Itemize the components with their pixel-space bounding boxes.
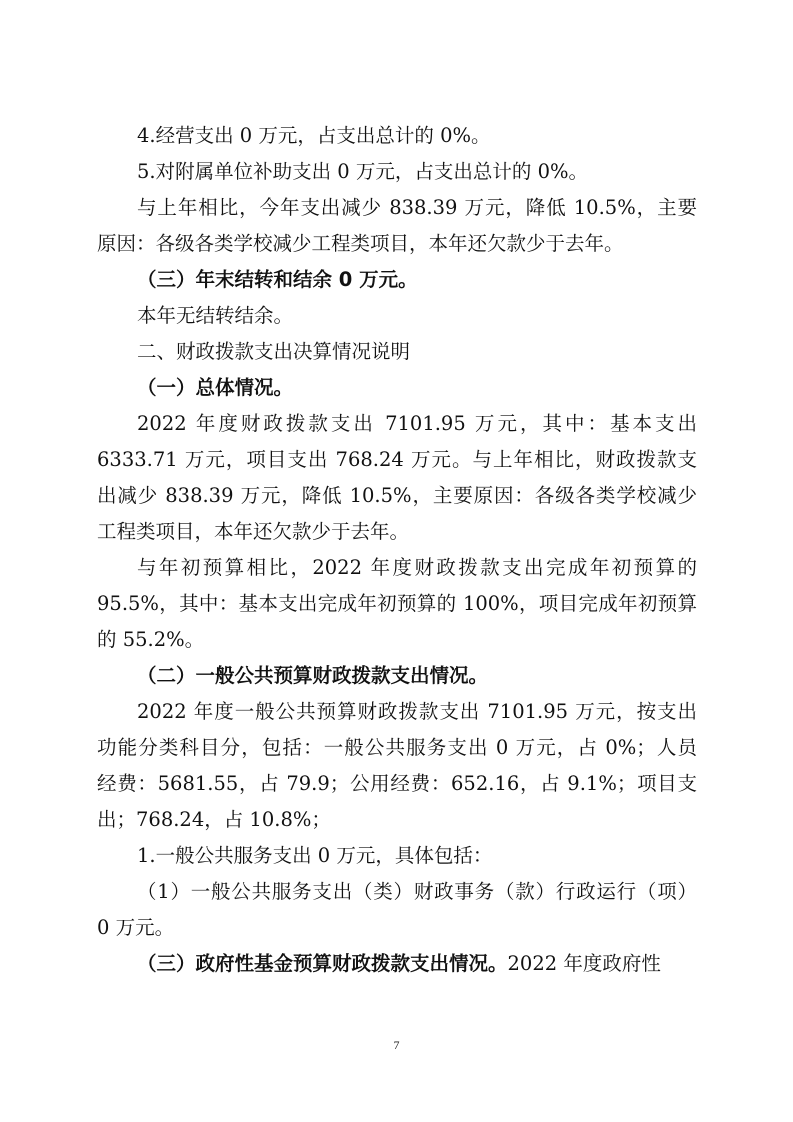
paragraph-line: 原因：各级各类学校减少工程类项目，本年还欠款少于去年。 — [97, 232, 624, 255]
paragraph-line: 95.5%，其中：基本支出完成年初预算的 100%，项目完成年初预算 — [97, 592, 697, 615]
section-heading: （二）一般公共预算财政拨款支出情况。 — [137, 664, 489, 687]
page-number: 7 — [393, 1038, 400, 1052]
section-heading: （三）年末结转和结余 0 万元。 — [137, 268, 418, 291]
section-heading-inline: （三）政府性基金预算财政拨款支出情况。 — [137, 952, 508, 975]
paragraph-line: 2022 年度一般公共预算财政拨款支出 7101.95 万元，按支出 — [137, 700, 697, 723]
paragraph-line: 与年初预算相比，2022 年度财政拨款支出完成年初预算的 — [137, 556, 697, 579]
paragraph-text: 2022 年度政府性 — [507, 952, 661, 975]
paragraph-line: 6333.71 万元，项目支出 768.24 万元。与上年相比，财政拨款支 — [97, 448, 697, 471]
paragraph-line: （1）一般公共服务支出（类）财政事务（款）行政运行（项） — [137, 880, 697, 903]
paragraph-line: 的 55.2%。 — [97, 628, 205, 651]
paragraph-line: 本年无结转结余。 — [137, 304, 294, 327]
paragraph-line: 工程类项目，本年还欠款少于去年。 — [97, 520, 410, 543]
paragraph-line: 5.对附属单位补助支出 0 万元，占支出总计的 0%。 — [137, 160, 589, 183]
paragraph-line: 4.经营支出 0 万元，占支出总计的 0%。 — [137, 124, 491, 147]
paragraph-line: 功能分类科目分，包括：一般公共服务支出 0 万元，占 0%；人员 — [97, 736, 697, 759]
paragraph-line: 2022 年度财政拨款支出 7101.95 万元，其中：基本支出 — [137, 412, 697, 435]
chapter-heading: 二、财政拨款支出决算情况说明 — [137, 340, 411, 363]
section-heading: （一）总体情况。 — [137, 376, 294, 399]
paragraph-line: 0 万元。 — [97, 916, 175, 939]
paragraph-line: 1.一般公共服务支出 0 万元，具体包括： — [137, 844, 493, 867]
paragraph-line: 与上年相比，今年支出减少 838.39 万元，降低 10.5%，主要 — [137, 196, 697, 219]
paragraph-line: 出；768.24，占 10.8%； — [97, 808, 331, 831]
paragraph-line: 出减少 838.39 万元，降低 10.5%，主要原因：各级各类学校减少 — [97, 484, 697, 507]
paragraph-line: 经费：5681.55，占 79.9；公用经费：652.16，占 9.1%；项目支 — [97, 772, 697, 795]
paragraph-line — [137, 946, 697, 982]
